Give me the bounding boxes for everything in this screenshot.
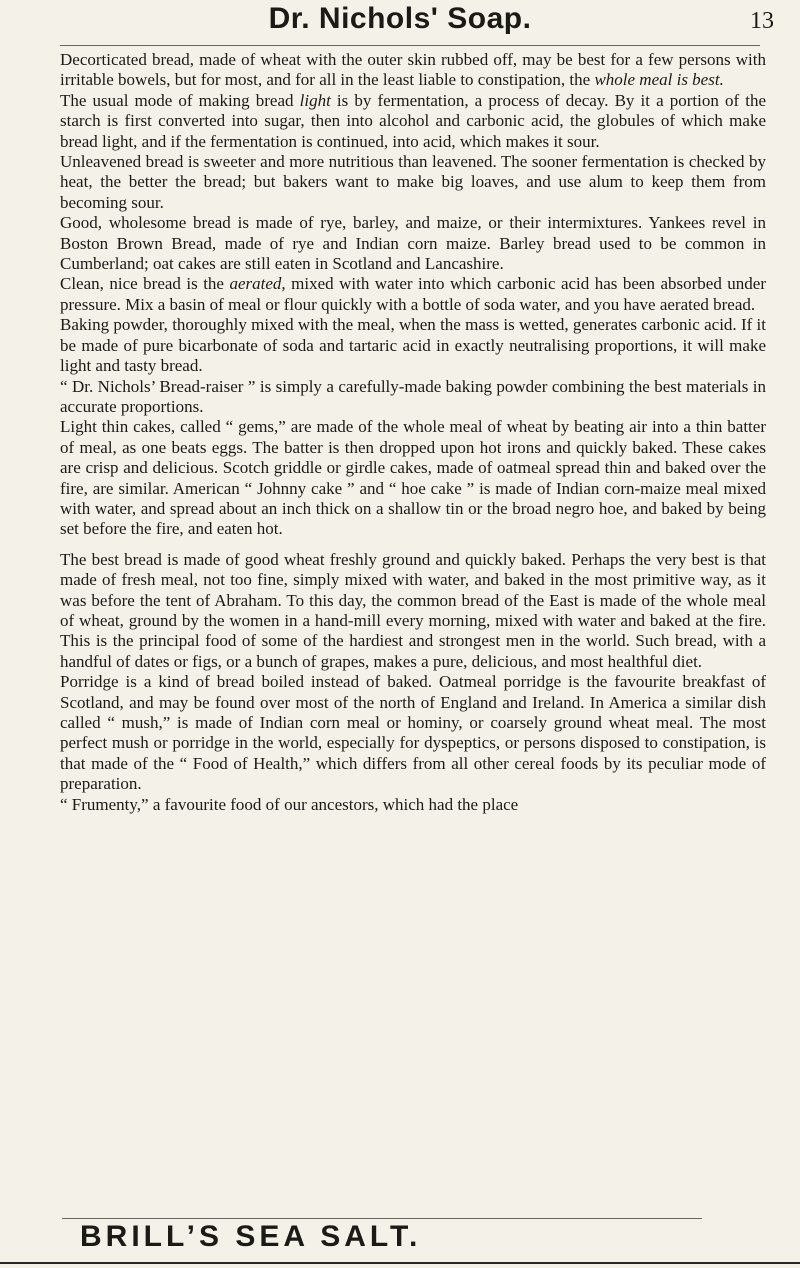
paragraph-text: The usual mode of making bread: [60, 90, 300, 110]
paragraph-text: Baking powder, thoroughly mixed with the meal, when the mass is wetted, generates carbonic acid. If it be made of pure bicarbonate of soda and tartaric acid in exactly neutralising proportions, it will make light and tasty bread.: [60, 315, 766, 376]
paragraph: [60, 91, 766, 152]
paragraph-text-continued: is by fermentation, a process of decay. By it a portion of the starch is first converted into sugar, then into alcohol and carbonic acid, the globules of which make bread light, and if the fermentation is continued, into acid, which makes it sour.: [60, 90, 766, 151]
paragraph-text: “ Dr. Nichols’ Bread-raiser ” is simply a carefully-made baking powder combining the best materials in accurate proportions.: [60, 376, 766, 416]
running-head: Dr. Nichols' Soap.: [268, 2, 532, 35]
paragraph-text: Light thin cakes, called “ gems,” are made of the whole meal of wheat by beating air into a thin batter of meal, as one beats eggs. The batter is then dropped upon hot irons and quickly baked. These cakes are crisp and delicious. Scotch griddle or girdle cakes, made of oatmeal spread thin and baked over the fire, are similar. American “ Johnny cake ” and “ hoe cake ” is made of Indian corn-maize meal mixed with water, and spread about an inch thick on a shallow tin or the broad negro hoe, and baked by being set before the fire, and eaten hot.: [60, 417, 766, 539]
paragraph: [60, 315, 766, 376]
paragraph-text-continued: mixed with water into which carbonic acid has been absorbed under pressure. Mix a basin of meal or flour quickly with a bottle of soda water, and you have aerated bread.: [60, 274, 767, 314]
paragraph: [60, 213, 766, 274]
paragraph-text: Unleavened bread is sweeter and more nutritious than leavened. The sooner fermentation is checked by heat, the better the bread; but bakers want to make big loaves, and use alum to keep them from becoming sour.: [60, 152, 766, 212]
paragraph-text: Clean, nice bread is the: [60, 274, 230, 294]
paragraph-text: Porridge is a kind of bread boiled instead of baked. Oatmeal porridge is the favourite breakfast of Scotland, and may be found over most of the north of England and Ireland. In America a similar dish called “ mush,” is made of Indian corn meal or hominy, or coarsely ground wheat meal. The most perfect mush or porridge in the world, especially for dyspeptics, or persons disposed to constipation, is that made of the “ Food of Health,” which differs from all other cereal foods by its peculiar mode of preparation.: [60, 672, 766, 794]
italic-emphasis: light: [299, 90, 331, 110]
paragraph-text: The best bread is made of good wheat freshly ground and quickly baked. Perhaps the very best is that made of fresh meal, not too fine, simply mixed with water, and baked in the most primitive way, as it was before the tent of Abraham. To this day, the common bread of the East is made of the whole meal of wheat, ground by the women in a hand-mill every morning, mixed with water and baked at the fire. This is the principal food of some of the hardiest and strongest men in the world. Such bread, with a handful of dates or figs, or a bunch of grapes, makes a pure, delicious, and most healthful diet.: [60, 549, 766, 671]
bottom-rule: [0, 1262, 800, 1264]
italic-emphasis: aerated,: [229, 274, 286, 294]
body-text: [60, 50, 766, 815]
header-rule: [60, 45, 760, 46]
paragraph-text: Good, wholesome bread is made of rye, barley, and maize, or their intermixtures. Yankees revel in Boston Brown Bread, made of rye and Indian corn maize. Barley bread used to be common in Cumberland; oat cakes are still eaten in Scotland and Lancashire.: [60, 213, 766, 274]
italic-emphasis: whole meal is best.: [594, 70, 724, 90]
advert-footer: BRILL’S SEA SALT.: [80, 1220, 422, 1253]
page-number: 13: [750, 8, 774, 34]
paragraph-text: “ Frumenty,” a favourite food of our ancestors, which had the place: [60, 794, 519, 814]
paragraph: [60, 377, 766, 418]
footer-rule: [62, 1218, 702, 1219]
paragraph: [60, 274, 766, 315]
paragraph: [60, 417, 766, 539]
paragraph: [60, 50, 766, 91]
paragraph-text: Decorticated bread, made of wheat with the outer skin rubbed off, may be best for a few persons with irritable bowels, but for most, and for all in the least liable to constipation, the: [60, 50, 766, 90]
paragraph: [60, 550, 766, 672]
paragraph: [60, 672, 766, 794]
paragraph: [60, 795, 766, 815]
paragraph: [60, 152, 766, 213]
